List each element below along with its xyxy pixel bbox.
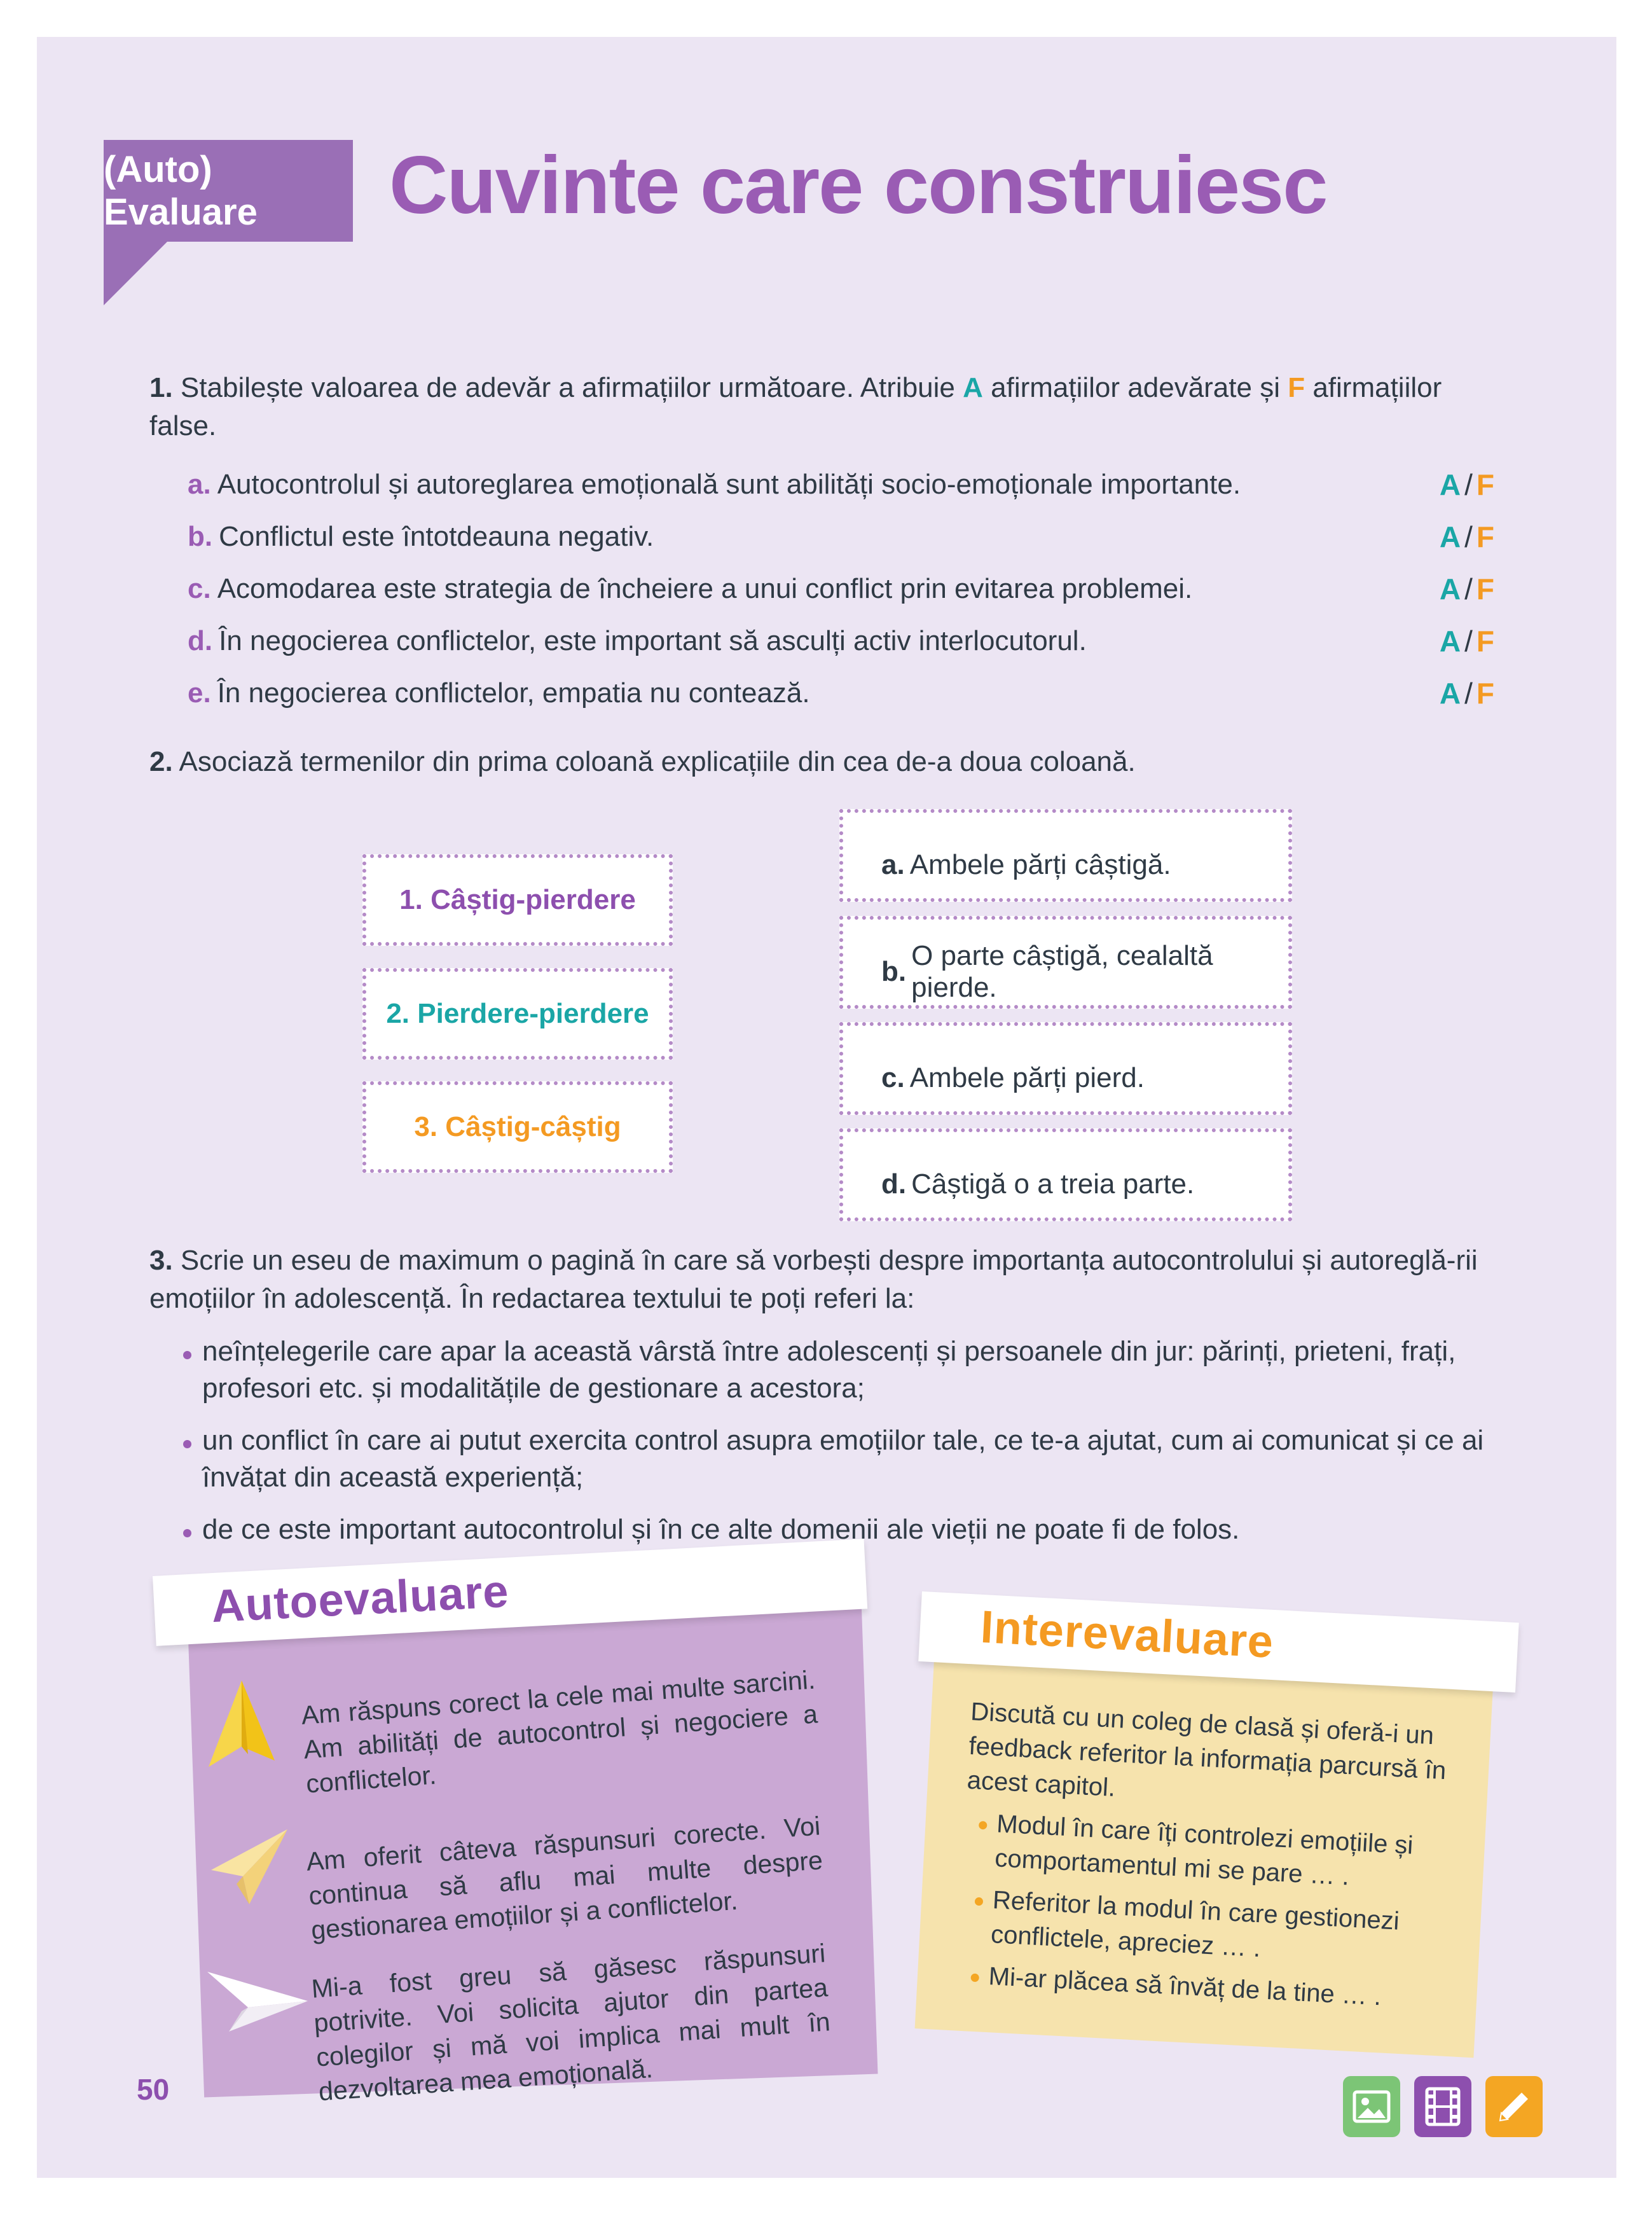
film-icon[interactable] <box>1414 2076 1471 2137</box>
statement-text: Conflictul este întotdeauna negativ. <box>219 521 654 552</box>
statement-text: În negocierea conflictelor, empatia nu contează. <box>217 677 810 709</box>
paper-plane-white-icon <box>203 1965 312 2035</box>
exercise-1-text-a: Stabilește valoarea de adevăr a afirmațiilor următoare. Atribuie <box>172 372 963 403</box>
true-option[interactable]: A <box>1439 520 1461 553</box>
section-tag <box>104 140 353 242</box>
true-false-choice[interactable] <box>1440 518 1494 556</box>
term-box-2[interactable] <box>362 968 673 1060</box>
definition-text: Ambele părți câștigă. <box>909 849 1171 880</box>
true-option[interactable]: A <box>1439 677 1461 710</box>
term-label: 1. Câștig-pierdere <box>399 884 636 915</box>
term-label: 2. Pierdere-pierdere <box>386 998 649 1029</box>
paper-plane-cream-icon <box>205 1825 294 1908</box>
false-marker: F <box>1288 372 1305 403</box>
exercise-1-number: 1. <box>149 372 173 403</box>
exercise-1-text-b: afirmațiilor adevărate și <box>982 372 1288 403</box>
pencil-icon[interactable] <box>1485 2076 1543 2137</box>
statement-e <box>188 674 1510 726</box>
definition-box-b[interactable] <box>839 916 1292 1009</box>
autoevaluare-title: Autoevaluare <box>210 1565 511 1633</box>
exercise-2-text: Asociază termenilor din prima coloană explicațiile din cea de-a doua coloană. <box>172 746 1136 777</box>
list-item: neînțelegerile care apar la această vârstă între adolescenți și persoanele din jur: părinți, prieteni, frați, profesori etc. și modalitățile de gestionare a acestora; <box>178 1333 1526 1407</box>
true-false-choice[interactable] <box>1440 570 1494 608</box>
true-option[interactable]: A <box>1439 625 1461 658</box>
list-item: un conflict în care ai putut exercita control asupra emoțiilor tale, ce te-a ajutat, cum ai comunicat și ce ai învățat din această experiență; <box>178 1422 1526 1496</box>
definition-text: O parte câștigă, cealaltă pierde. <box>911 940 1213 1003</box>
false-option[interactable]: F <box>1476 572 1494 606</box>
statement-text: Autocontrolul și autoreglarea emoțională sunt abilități socio-emoționale importante. <box>217 469 1241 500</box>
definition-letter: b. <box>881 956 907 987</box>
paper-plane-yellow-icon <box>203 1678 280 1780</box>
false-option[interactable]: F <box>1476 468 1494 501</box>
autoevaluare-level-2: Am oferit câteva răspunsuri corecte. Voi continua să aflu mai multe despre gestionarea emoțiilor și a conflictelor. <box>305 1811 824 1945</box>
definition-letter: a. <box>881 849 905 880</box>
true-option[interactable]: A <box>1439 468 1461 501</box>
list-item: Modul în care îți controlezi emoțiile și comportamentul mi se pare … . <box>975 1806 1461 1900</box>
image-icon-glyph <box>1353 2090 1391 2123</box>
statement-d <box>188 622 1510 674</box>
statement-a <box>188 466 1510 518</box>
true-false-choice[interactable] <box>1440 622 1494 660</box>
separator: / <box>1464 468 1473 501</box>
film-icon-glyph <box>1425 2087 1461 2126</box>
exercise-3-bullets <box>178 1333 1526 1563</box>
definition-text: Ambele părți pierd. <box>909 1062 1145 1093</box>
term-label: 3. Câștig-câștig <box>414 1111 621 1142</box>
interevaluare-title: Interevaluare <box>979 1601 1275 1668</box>
statement-b <box>188 518 1510 570</box>
term-box-1[interactable] <box>362 854 673 946</box>
definition-box-a[interactable] <box>839 809 1292 902</box>
exercise-3-text: Scrie un eseu de maximum o pagină în care să vorbești despre importanța autocontrolului și autoreglă-rii emoțiilor în adolescență. În redactarea textului te poți referi la: <box>149 1245 1478 1314</box>
true-marker: A <box>963 372 983 403</box>
false-option[interactable]: F <box>1476 677 1494 710</box>
list-item: de ce este important autocontrolul și în ce alte domenii ale vieții ne poate fi de folos. <box>178 1511 1526 1548</box>
interevaluare-body <box>956 1694 1467 2018</box>
false-option[interactable]: F <box>1476 625 1494 658</box>
statement-letter: d. <box>188 625 213 656</box>
statement-text: Acomodarea este strategia de încheiere a unui conflict prin evitarea problemei. <box>217 573 1193 604</box>
false-option[interactable]: F <box>1476 520 1494 553</box>
page-title: Cuvinte care construiesc <box>389 140 1327 231</box>
definition-box-c[interactable] <box>839 1022 1292 1115</box>
page-number: 50 <box>137 2073 170 2106</box>
pencil-icon-glyph <box>1496 2089 1532 2124</box>
exercise-1-prompt <box>149 369 1510 445</box>
statement-letter: e. <box>188 677 211 709</box>
separator: / <box>1464 520 1473 553</box>
separator: / <box>1464 625 1473 658</box>
exercise-2-prompt <box>149 743 1510 781</box>
autoevaluare-level-1: Am răspuns corect la cele mai multe sarcini. Am abilități de autocontrol și negociere a conflictelor. <box>300 1665 819 1799</box>
separator: / <box>1464 677 1473 710</box>
definition-box-d[interactable] <box>839 1128 1292 1221</box>
true-false-choice[interactable] <box>1440 674 1494 712</box>
exercise-3-prompt <box>149 1242 1510 1318</box>
true-option[interactable]: A <box>1439 572 1461 606</box>
statement-letter: c. <box>188 573 211 604</box>
statement-text: În negocierea conflictelor, este important să asculți activ interlocutorul. <box>219 625 1087 656</box>
exercise-3-number: 3. <box>149 1245 173 1276</box>
interevaluare-intro: Discută cu un coleg de clasă și oferă-i un feedback referitor la informația parcursă în acest capitol. <box>966 1697 1447 1803</box>
definition-text: Câștigă o a treia parte. <box>911 1168 1195 1200</box>
autoevaluare-level-3: Mi-a fost greu să găsesc răspunsuri potrivite. Voi solicita ajutor din partea colegilor și mă voi implica mai mult în dezvoltarea mea emoțională. <box>310 1938 832 2107</box>
term-box-3[interactable] <box>362 1081 673 1173</box>
exercise-2-number: 2. <box>149 746 173 777</box>
exercise-1-statements <box>188 466 1510 726</box>
section-tag-tail <box>104 240 169 305</box>
statement-letter: b. <box>188 521 213 552</box>
exercise-1-text-c: afirmațiilor false. <box>149 372 1442 441</box>
definition-letter: d. <box>881 1168 907 1200</box>
separator: / <box>1464 572 1473 606</box>
image-icon[interactable] <box>1343 2076 1400 2137</box>
section-tag-label: (Auto) Evaluare <box>104 149 258 233</box>
list-item: Referitor la modul în care gestionezi conflictele, apreciez … . <box>971 1882 1457 1976</box>
statement-c <box>188 570 1510 622</box>
statement-letter: a. <box>188 469 211 500</box>
definition-letter: c. <box>881 1062 905 1093</box>
true-false-choice[interactable] <box>1440 466 1494 504</box>
list-item: Mi-ar plăcea să învăț de la tine … . <box>968 1958 1453 2018</box>
